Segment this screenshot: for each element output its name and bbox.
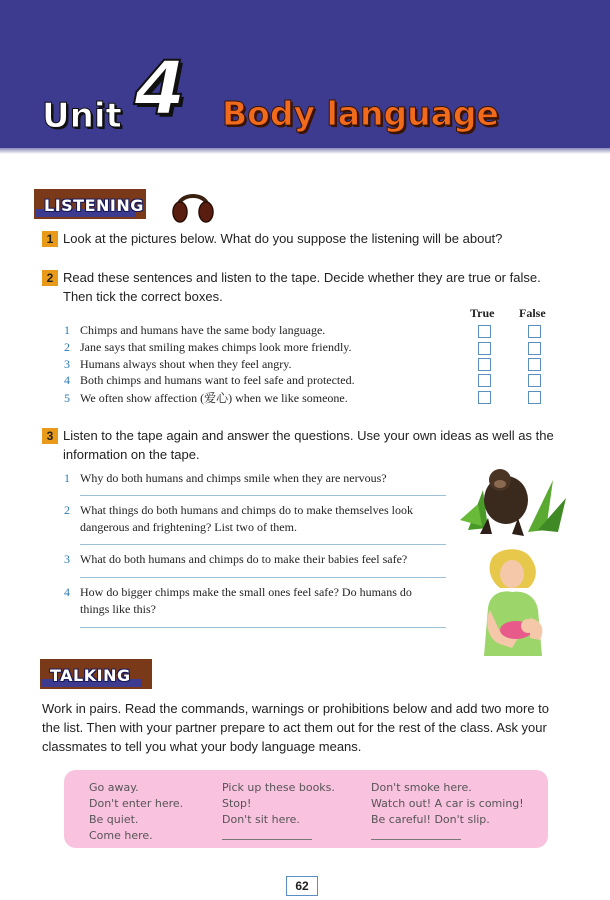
talking-label: TALKING (50, 666, 131, 685)
false-checkbox[interactable] (528, 391, 541, 404)
unit-title: Body language (222, 94, 499, 133)
listening-section-tab (0, 189, 150, 219)
answer-line[interactable] (80, 627, 446, 628)
true-checkbox[interactable] (478, 325, 491, 338)
question-number-badge: 3 (42, 428, 58, 444)
page-number: 62 (286, 876, 318, 896)
answer-line[interactable] (80, 544, 446, 545)
answer-question: 4 How do bigger chimps make the small ones feel safe? Do humans do things like this? (64, 585, 412, 616)
false-checkbox[interactable] (528, 358, 541, 371)
command-item: Stop! (222, 797, 252, 810)
talking-instruction-line-2: the list. Then with your partner prepare to act them out for the rest of the class. Ask your (42, 720, 547, 735)
chimp-illustration (458, 460, 570, 540)
false-checkbox[interactable] (528, 325, 541, 338)
command-item: Come here. (89, 829, 153, 842)
unit-number: 4 (134, 46, 186, 132)
question-1-text: Look at the pictures below. What do you suppose the listening will be about? (63, 231, 503, 246)
headphones-icon (170, 186, 216, 224)
blank-line[interactable] (371, 839, 461, 840)
talking-instruction-line-3: classmates to tell you what your body language means. (42, 739, 362, 754)
talking-section-tab (6, 659, 156, 689)
question-3-line-1: Listen to the tape again and answer the questions. Use your own ideas as well as the (63, 428, 554, 443)
false-checkbox[interactable] (528, 342, 541, 355)
command-item: Go away. (89, 781, 139, 794)
command-item: Don't sit here. (222, 813, 300, 826)
answer-question: 3 What do both humans and chimps do to make their babies feel safe? (64, 552, 408, 566)
true-column-header: True (470, 306, 495, 320)
statement-row: 3 Humans always shout when they feel angry. (64, 357, 292, 371)
true-checkbox[interactable] (478, 342, 491, 355)
command-item: Be careful! Don't slip. (371, 813, 490, 826)
statement-row: 1 Chimps and humans have the same body language. (64, 323, 326, 337)
statement-row: 5 We often show affection (爱心) when we like someone. (64, 391, 348, 405)
question-3-line-2: information on the tape. (63, 447, 200, 462)
command-item: Be quiet. (89, 813, 139, 826)
command-item: Watch out! A car is coming! (371, 797, 524, 810)
false-column-header: False (519, 306, 546, 320)
unit-word: Unit (42, 96, 122, 136)
answer-line[interactable] (80, 577, 446, 578)
command-item: Don't enter here. (89, 797, 184, 810)
listening-label: LISTENING (44, 196, 144, 215)
header-band-edge (0, 148, 610, 154)
question-2-line-1: Read these sentences and listen to the tape. Decide whether they are true or false. (63, 270, 541, 285)
answer-line[interactable] (80, 495, 446, 496)
false-checkbox[interactable] (528, 374, 541, 387)
true-checkbox[interactable] (478, 374, 491, 387)
answer-question: 1 Why do both humans and chimps smile when they are nervous? (64, 471, 387, 485)
mother-baby-illustration (470, 548, 562, 660)
blank-line[interactable] (222, 839, 312, 840)
question-2-line-2: Then tick the correct boxes. (63, 289, 223, 304)
true-checkbox[interactable] (478, 391, 491, 404)
answer-question: 2 What things do both humans and chimps do to make themselves look dangerous and frightening? List two of them. (64, 503, 413, 534)
question-number-badge: 2 (42, 270, 58, 286)
talking-instruction-line-1: Work in pairs. Read the commands, warnings or prohibitions below and add two more to (42, 701, 550, 716)
true-checkbox[interactable] (478, 358, 491, 371)
statement-row: 4 Both chimps and humans want to feel safe and protected. (64, 373, 355, 387)
command-item: Pick up these books. (222, 781, 335, 794)
statement-row: 2 Jane says that smiling makes chimps look more friendly. (64, 340, 352, 354)
command-item: Don't smoke here. (371, 781, 472, 794)
question-number-badge: 1 (42, 231, 58, 247)
